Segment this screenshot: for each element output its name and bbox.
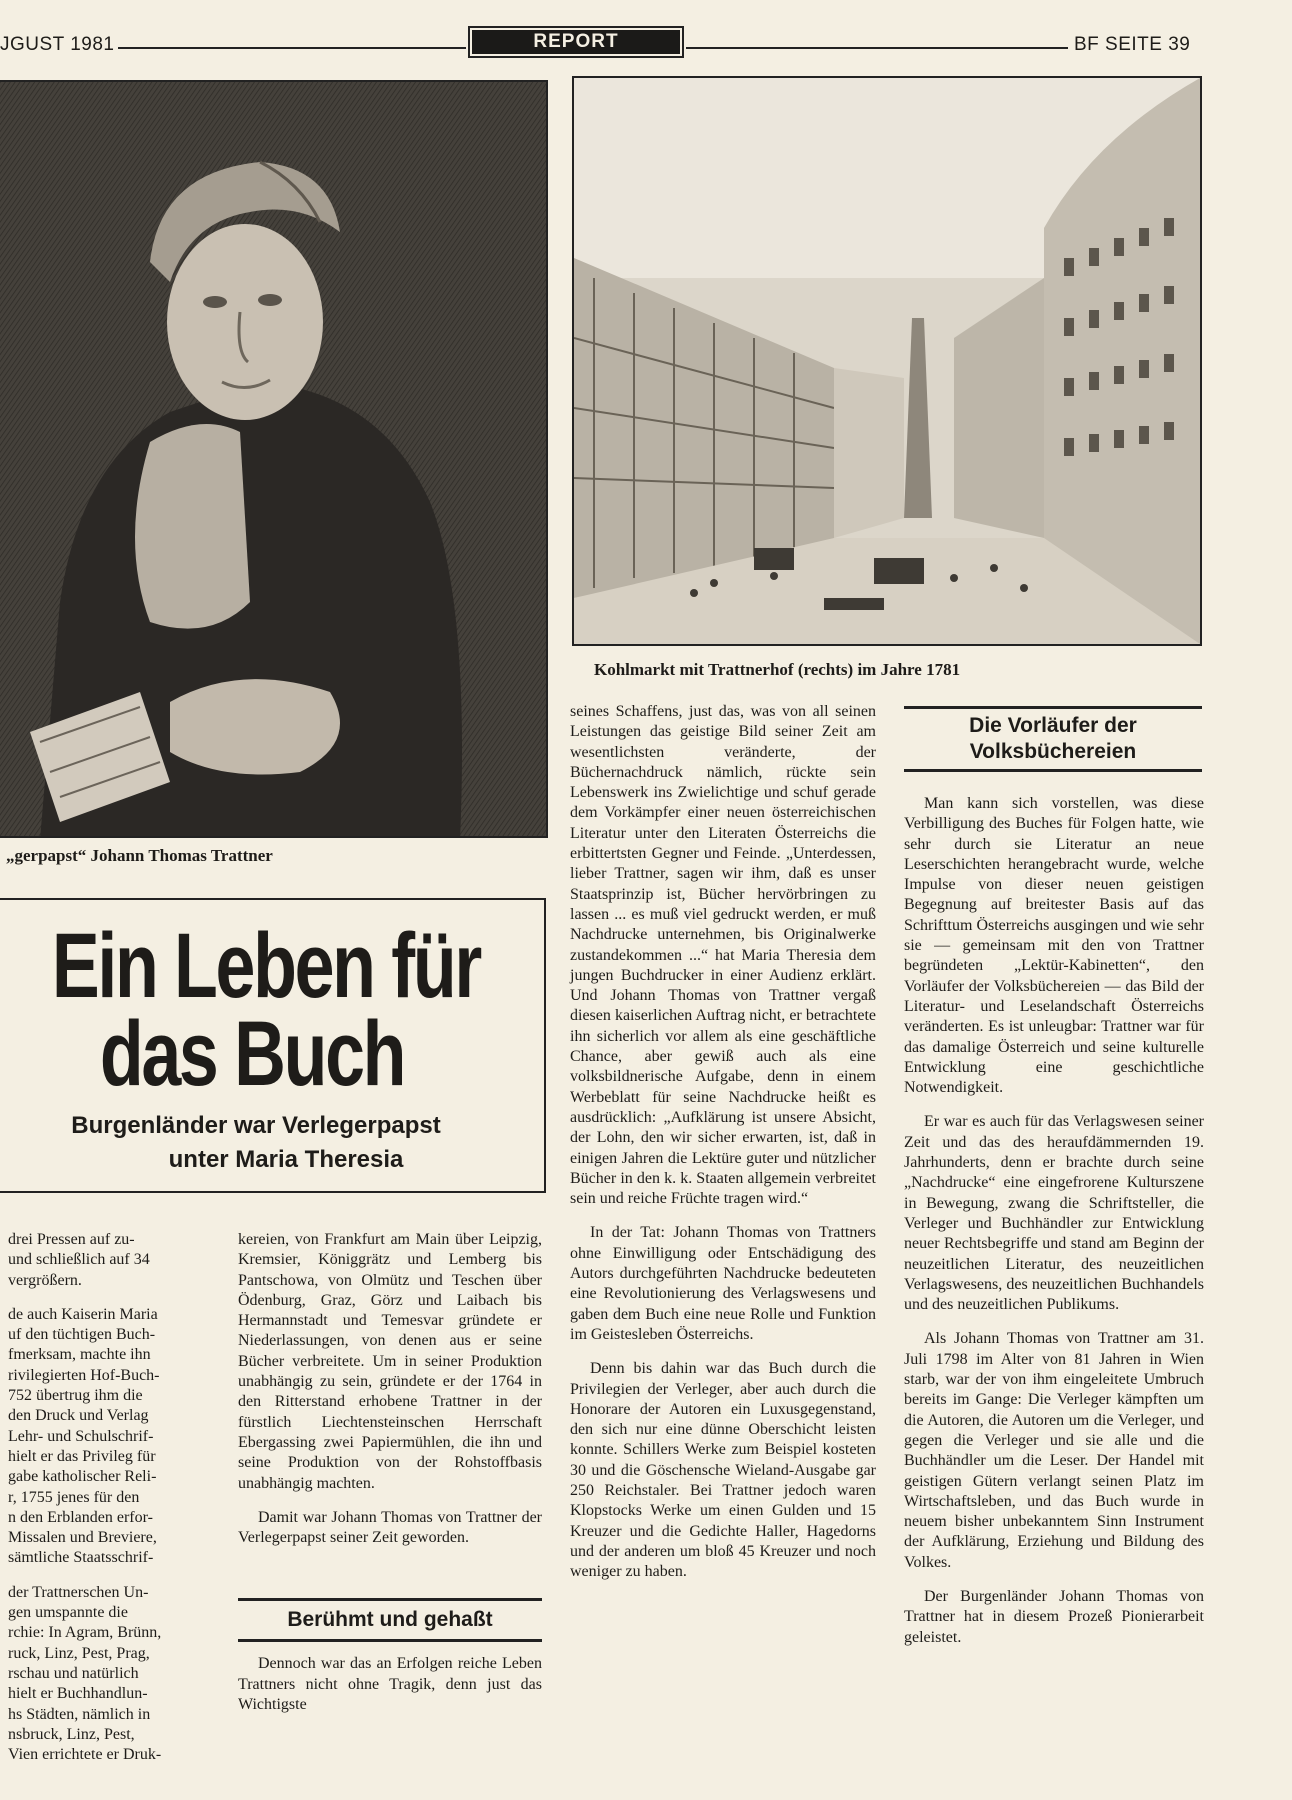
paragraph: kereien, von Frankfurt am Main über Leipzig, Kremsier, Königgrätz und Lemberg bis Pantschowa, von Olmütz und Teschen über Ödenburg, Graz, Görz und Laibach bis Hermannstadt und Temesvar gründete er Niederlassungen, von denen aus er seine Bücher verbreitete. Um in seiner Produktion unabhängig zu sein, gründete er der 1764 in den Ritterstand erhobene Trattner in der fürstlich Liechtensteinschen Herrschaft Ebergassing zwei Papiermühlen, die ihn und seine Produktion von der Rohstoffbasis unabhängig machten.	[238, 1231, 542, 1492]
street-illustration	[574, 78, 1200, 644]
text-line: den Druck und Verlag	[8, 1407, 149, 1425]
text-line: hs Städten, nämlich in	[8, 1705, 151, 1723]
subheadline-line-2: unter Maria Theresia	[168, 1146, 404, 1173]
article-column-2	[238, 1230, 542, 1729]
text-line: sämtliche Staatsschrif-	[8, 1549, 154, 1567]
text-line: 752 übertrug ihm die	[8, 1387, 143, 1405]
text-line: Lehr- und Schulschrif-	[8, 1427, 154, 1445]
text-line: uf den tüchtigen Buch-	[8, 1326, 156, 1344]
paragraph: Man kann sich vorstellen, was diese Verbilligung des Buches für Folgen hatte, wie sehr durch sie Literatur an neue Leserschichten herangebracht wurde, welche Impulse von dieser neuen geistigen Begegnung auf breitester Basis auf das Schrifttum Österreichs ausgingen und wie sehr sie — gemeinsam mit den von Trattner begründeten „Lektür-Kabinetten“, den Vorläufer der Volksbüchereien — das Bild der Literatur- und Leselandschaft Österreichs veränderten. Es ist unleugbar: Trattner war für das damalige Österreich und seine kulturelle Entwicklung eine geschichtliche Notwendigkeit.	[904, 795, 1204, 1097]
subhead-vorlaeufer	[904, 706, 1202, 772]
paragraph: Als Johann Thomas von Trattner am 31. Juli 1798 im Alter von 81 Jahren in Wien starb, war der von ihm eingeleitete Umbruch bereits im Gange: Die Verleger kämpften um die Autoren, die Autoren um die Verleger, und gegen die Verleger und sie alle und die Buchhändler um die Leser. Der Handel mit geistigen Gütern verlangt seinen Platz im Wirtschaftsleben, und das Buch wurde in neuem bisher unbekanntem Sinn Instrument der Aufklärung, Erziehung und Bildung des Volkes.	[904, 1330, 1204, 1571]
text-line: n den Erblanden erfor-	[8, 1508, 153, 1526]
paragraph: seines Schaffens, just das, was von all seinen Leistungen das geistige Bild seiner Zeit am wesentlichsten veränderte, der Büchernachdruck nämlich, rückte sein Lebenswerk ins Zwielichtige und schuf gerade dem Vorkämpfer einer neuen österreichischen Literatur unter den Literaten Österreichs die erbittertsten Gegner und Feinde. „Unterdessen, lieber Trattner, sagen wir ihm, daß es unser Staatsprinzip ist, Bücher hervörbringen zu lassen ... es muß viel gedruckt werden, er muß Nachdrucke unternehmen, bis Originalwerke zustandekommen ...“ hat Maria Theresia dem jungen Buchdrucker in einer Audienz erklärt. Und Johann Thomas von Trattner vergaß diesen kaiserlichen Auftrag nicht, er betrachtete ihn sicherlich vor allem als eine geschäftliche Chance, aber gewiß auch als eine volksbildnerische Aufgabe, denn in einem Werbeblatt für seine Nachdrucke heißt es ausdrücklich: „Aufklärung ist unsere Absicht, der Lohn, den wir sicher erwarten, ist, daß in einigen Jahren die Lektüre guter und nützlicher Bücher in den k. k. Staaten allgemein verbreitet sein und reiche Früchte tragen wird.“	[570, 703, 876, 1208]
subhead-line-2: Volksbüchereien	[969, 740, 1137, 763]
portrait-illustration	[0, 82, 548, 838]
paragraph-gap	[8, 1569, 214, 1583]
paragraph: Dennoch war das an Erfolgen reiche Leben Trattners nicht ohne Tragik, denn just das Wichtigste	[238, 1655, 542, 1714]
text-line: hielt er das Privileg für	[8, 1447, 156, 1465]
paragraph: In der Tat: Johann Thomas von Trattners ohne Einwilligung oder Entschädigung des Autors durchgeführten Nachdrucke bedeuteten eine Revolutionierung des Verlagswesens und gaben dem Buch eine neue Rolle und Funktion im Geistesleben Österreichs.	[570, 1224, 876, 1343]
section-label: REPORT	[472, 30, 680, 54]
headline-line-1: Ein Leben für	[51, 915, 480, 1017]
article-column-left	[8, 1230, 214, 1765]
text-line: Vien errichtete er Druk-	[8, 1746, 162, 1764]
subhead-beruehmt: Berühmt und gehaßt	[238, 1598, 542, 1642]
text-line: fmerksam, machte ihn	[8, 1346, 151, 1364]
section-badge	[468, 26, 684, 58]
text-line: gabe katholischer Reli-	[8, 1468, 157, 1486]
portrait-image	[0, 80, 548, 838]
subhead-line-1: Die Vorläufer der	[969, 714, 1137, 737]
text-line: vergrößern.	[8, 1271, 82, 1289]
article-column-4	[904, 794, 1204, 1662]
text-line: der Trattnerschen Un-	[8, 1583, 149, 1601]
headline-line-2: das Buch	[99, 1003, 405, 1105]
text-line: und schließlich auf 34	[8, 1251, 150, 1269]
header-rule-left	[118, 47, 466, 49]
portrait-caption: „gerpapst“ Johann Thomas Trattner	[6, 846, 273, 865]
street-caption: Kohlmarkt mit Trattnerhof (rechts) im Jahre 1781	[594, 660, 961, 679]
text-line: drei Pressen auf zu-	[8, 1231, 135, 1248]
paragraph: Er war es auch für das Verlagswesen seiner Zeit und das des heraufdämmernden 19. Jahrhunderts, denn er brachte durch seine „Nachdrucke“ eine eingefrorene Kulturszene in Bewegung, zwang die Schriftsteller, die Verleger und Buchhändler zur Entwicklung neuer Rechtsbegriffe und stand am Beginn der neuzeitlichen Literatur, des neuzeitlichen Verlagswesens, des neuzeitlichen Buchhandels und des neuzeitlichen Publikums.	[904, 1113, 1204, 1314]
street-image	[572, 76, 1202, 646]
text-line: hielt er Buchhandlun-	[8, 1685, 148, 1703]
text-line: rschau und natürlich	[8, 1664, 139, 1682]
text-line: ruck, Linz, Pest, Prag,	[8, 1644, 150, 1662]
text-line: Missalen und Breviere,	[8, 1529, 157, 1547]
headline-box	[0, 898, 546, 1193]
text-line: de auch Kaiserin Maria	[8, 1305, 158, 1323]
paragraph: Damit war Johann Thomas von Trattner der Verlegerpapst seiner Zeit geworden.	[238, 1508, 542, 1547]
header-page-number: BF SEITE 39	[1074, 34, 1191, 55]
header-date: JGUST 1981	[0, 34, 115, 55]
subheadline-line-1: Burgenländer war Verlegerpapst	[71, 1112, 441, 1139]
text-line: r, 1755 jenes für den	[8, 1488, 140, 1506]
text-line: rchie: In Agram, Brünn,	[8, 1624, 162, 1642]
header-rule-right	[686, 47, 1068, 49]
article-column-3	[570, 702, 876, 1596]
paragraph: Denn bis dahin war das Buch durch die Privilegien der Verleger, aber auch durch die Honorare der Autoren ein Luxusgegenstand, den sich nur eine dünne Oberschicht leisten konnte. Schillers Werke zum Beispiel kosteten 30 und die Göschensche Wieland-Ausgabe gar 250 Reichstaler. Bei Trattner jedoch waren Klopstocks Werke um einen Gulden und 15 Kreuzer und die Gedichte Haller, Hagedorns und der anderen um bloß 45 Kreuzer und noch weniger zu haben.	[570, 1360, 876, 1581]
paragraph-gap	[8, 1291, 214, 1305]
text-line: rivilegierten Hof-Buch-	[8, 1366, 160, 1384]
text-line: gen umspannte die	[8, 1604, 128, 1622]
text-line: nsbruck, Linz, Pest,	[8, 1725, 135, 1743]
paragraph: Der Burgenländer Johann Thomas von Trattner hat in diesem Prozeß Pionierarbeit geleistet.	[904, 1587, 1204, 1646]
